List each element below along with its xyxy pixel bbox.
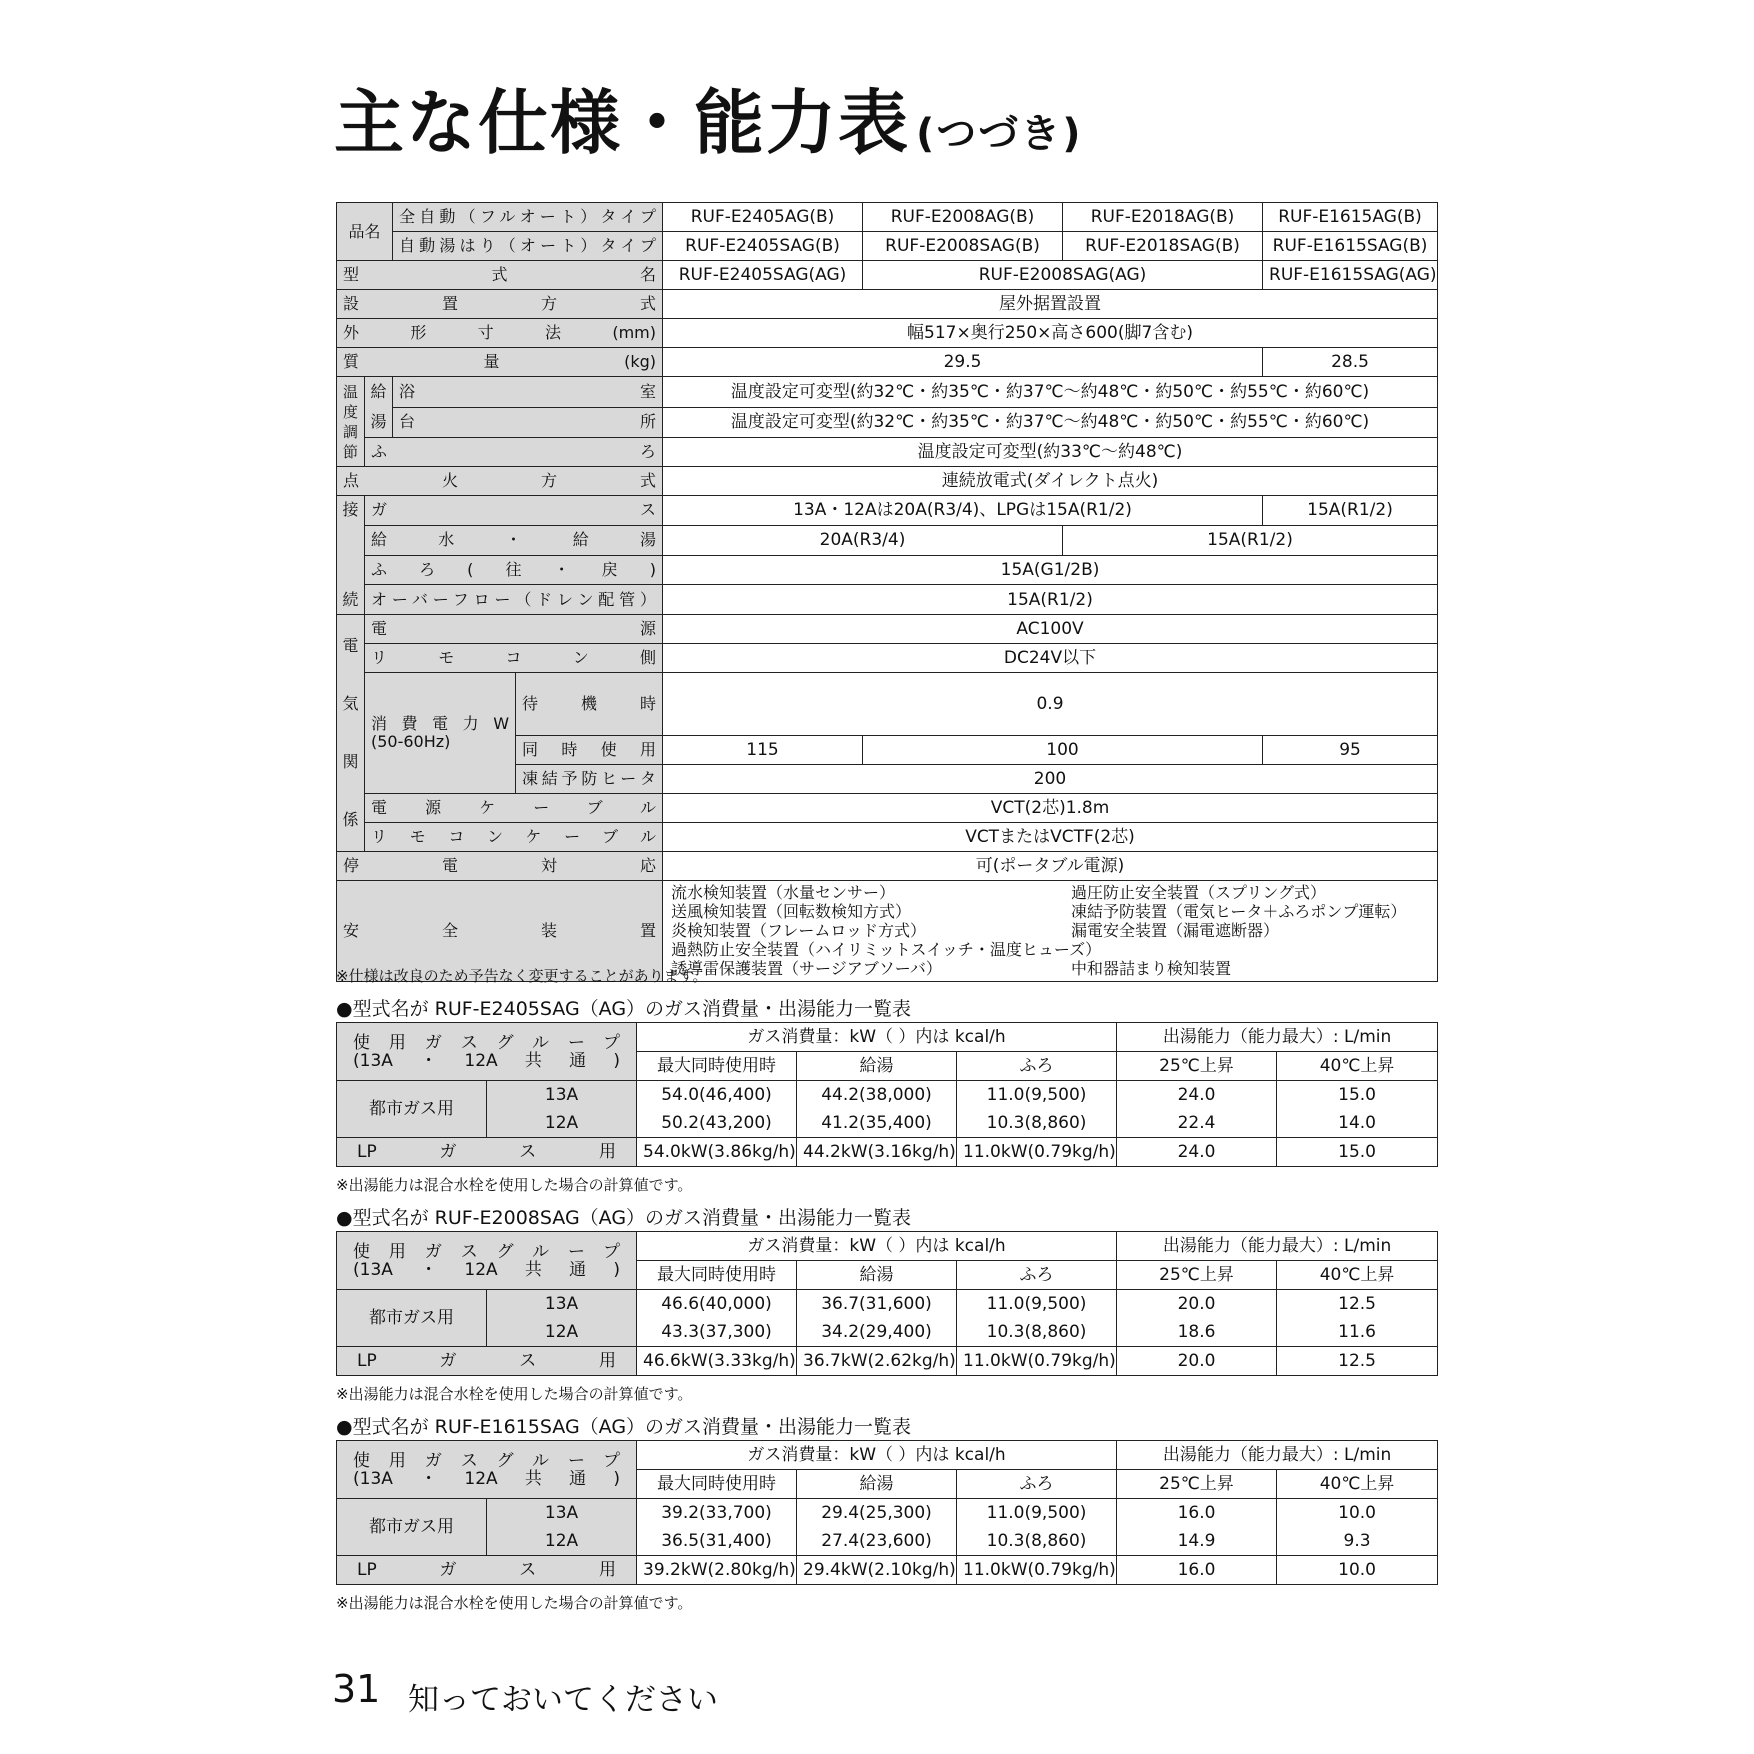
- safety-devices: [663, 881, 1438, 982]
- type-value: RUF-E2008SAG(AG): [863, 261, 1263, 290]
- gas-type: 13A: [487, 1081, 637, 1110]
- lp-gas-label: LPガス用: [337, 1556, 637, 1585]
- table-cell: 11.0(9,500): [957, 1081, 1117, 1110]
- furo-pipe-value: 15A(G1/2B): [663, 555, 1438, 585]
- safety-item: 流水検知装置（水量センサー）: [671, 883, 896, 902]
- spec-table: [336, 202, 1438, 982]
- col-kyuto-header: 給湯: [797, 1052, 957, 1081]
- water-conn-value: 20A(R3/4): [663, 525, 1063, 555]
- table-cell: 10.0: [1277, 1499, 1438, 1528]
- gas-conn-value: 13A・12Aは20A(R3/4)、LPGは15A(R1/2): [663, 496, 1263, 526]
- page-title-sub: (つづき): [916, 111, 1083, 157]
- table-cell: 34.2(29,400): [797, 1318, 957, 1347]
- city-gas-label: 都市ガス用: [337, 1081, 487, 1138]
- table-cell: 43.3(37,300): [637, 1318, 797, 1347]
- model-cell: RUF-E2018SAG(B): [1063, 232, 1263, 261]
- consumption-header: ガス消費量：kW（ ）内は kcal/h: [637, 1023, 1117, 1052]
- mass-value: 29.5: [663, 348, 1263, 377]
- water-conn-label: 給水・給湯: [365, 525, 663, 555]
- model-cell: RUF-E2405AG(B): [663, 203, 863, 232]
- hinmei-label: 品名: [337, 203, 393, 261]
- safety-item: 誘導雷保護装置（サージアブソーバ）: [671, 959, 942, 978]
- safety-item: 送風検知装置（回転数検知方式）: [671, 902, 912, 921]
- table-cell: 36.7kW(2.62kg/h): [797, 1347, 957, 1376]
- table-cell: 11.6: [1277, 1318, 1438, 1347]
- section-label: 知っておいてください: [408, 1682, 718, 1718]
- col-furo-header: ふろ: [957, 1261, 1117, 1290]
- gas-type: 12A: [487, 1527, 637, 1556]
- model-cell: RUF-E2008SAG(B): [863, 232, 1063, 261]
- col-max-header: 最大同時使用時: [637, 1052, 797, 1081]
- table-cell: 50.2(43,200): [637, 1109, 797, 1138]
- table-cell: 15.0: [1277, 1138, 1438, 1167]
- table-cell: 11.0(9,500): [957, 1290, 1117, 1319]
- col-25-header: 25℃上昇: [1117, 1470, 1277, 1499]
- gas-group-label: 使用ガスグループ (13A・12A共通): [337, 1232, 637, 1290]
- table-cell: 20.0: [1117, 1347, 1277, 1376]
- col-40-header: 40℃上昇: [1277, 1052, 1438, 1081]
- col-40-header: 40℃上昇: [1277, 1470, 1438, 1499]
- gas-type: 12A: [487, 1109, 637, 1138]
- model-cell: RUF-E2008AG(B): [863, 203, 1063, 232]
- table-cell: 54.0kW(3.86kg/h): [637, 1138, 797, 1167]
- table-cell: 16.0: [1117, 1556, 1277, 1585]
- gas-table: [336, 1022, 1438, 1167]
- table-cell: 11.0kW(0.79kg/h): [957, 1347, 1117, 1376]
- ignition-label: 点火方式: [337, 467, 663, 496]
- connection-group-label: 接 続: [337, 496, 365, 615]
- table-cell: 11.0(9,500): [957, 1499, 1117, 1528]
- capacity-header: 出湯能力（能力最大）: L/min: [1117, 1232, 1438, 1261]
- simul-label: 同時使用: [516, 736, 663, 765]
- table-cell: 14.9: [1117, 1527, 1277, 1556]
- outage-label: 停電対応: [337, 852, 663, 881]
- col-max-header: 最大同時使用時: [637, 1261, 797, 1290]
- table-cell: 9.3: [1277, 1527, 1438, 1556]
- col-furo-header: ふろ: [957, 1470, 1117, 1499]
- table-cell: 10.3(8,860): [957, 1318, 1117, 1347]
- col-furo-header: ふろ: [957, 1052, 1117, 1081]
- table-cell: 14.0: [1277, 1109, 1438, 1138]
- gas-table-note: ※出湯能力は混合水栓を使用した場合の計算値です。: [336, 1385, 693, 1403]
- col-kyuto-header: 給湯: [797, 1261, 957, 1290]
- power-label: 電源: [365, 615, 663, 644]
- gas-table-note: ※出湯能力は混合水栓を使用した場合の計算値です。: [336, 1176, 693, 1194]
- table-cell: 46.6kW(3.33kg/h): [637, 1347, 797, 1376]
- cable-label: 電源ケーブル: [365, 794, 663, 823]
- safety-item: 漏電安全装置（漏電遮断器）: [1071, 921, 1280, 940]
- outage-value: 可(ポータブル電源): [663, 852, 1438, 881]
- safety-item: 炎検知装置（フレームロッド方式）: [671, 921, 927, 940]
- dimension-value: 幅517×奥行250×高さ600(脚7含む): [663, 319, 1438, 348]
- gas-table-heading: ●型式名が RUF-E2008SAG（AG）のガス消費量・出湯能力一覧表: [336, 1207, 912, 1229]
- simul-value: 100: [863, 736, 1263, 765]
- safety-item: 凍結予防装置（電気ヒータ＋ふろポンプ運転）: [1071, 902, 1407, 921]
- table-cell: 27.4(23,600): [797, 1527, 957, 1556]
- table-cell: 10.0: [1277, 1556, 1438, 1585]
- auto-label: 自動湯はり（オート）タイプ: [393, 232, 663, 261]
- table-cell: 12.5: [1277, 1347, 1438, 1376]
- page-title: 主な仕様・能力表 (つづき): [334, 82, 1083, 164]
- table-cell: 15.0: [1277, 1081, 1438, 1110]
- capacity-header: 出湯能力（能力最大）: L/min: [1117, 1023, 1438, 1052]
- overflow-label: オーバーフロー（ドレン配管）: [365, 585, 663, 615]
- gas-table-note: ※出湯能力は混合水栓を使用した場合の計算値です。: [336, 1594, 693, 1612]
- lp-gas-label: LPガス用: [337, 1347, 637, 1376]
- gas-table: [336, 1231, 1438, 1376]
- safety-item: 中和器詰まり検知装置: [1071, 959, 1232, 978]
- kitchen-label: 台所: [393, 407, 663, 438]
- col-25-header: 25℃上昇: [1117, 1052, 1277, 1081]
- freeze-heater-label: 凍結予防ヒータ: [516, 765, 663, 794]
- model-cell: RUF-E1615AG(B): [1263, 203, 1438, 232]
- col-max-header: 最大同時使用時: [637, 1470, 797, 1499]
- model-cell: RUF-E2018AG(B): [1063, 203, 1263, 232]
- kyuto-label: 給湯: [365, 377, 393, 438]
- electric-group-label: 電 気 関 係: [337, 615, 365, 852]
- gas-conn-label: ガス: [365, 496, 663, 526]
- mass-label: 質量(kg): [337, 348, 663, 377]
- type-value: RUF-E2405SAG(AG): [663, 261, 863, 290]
- capacity-header: 出湯能力（能力最大）: L/min: [1117, 1441, 1438, 1470]
- gas-group-label: 使用ガスグループ (13A・12A共通): [337, 1023, 637, 1081]
- table-cell: 36.7(31,600): [797, 1290, 957, 1319]
- furo-temp-label: ふろ: [365, 438, 663, 467]
- ignition-value: 連続放電式(ダイレクト点火): [663, 467, 1438, 496]
- table-cell: 10.3(8,860): [957, 1527, 1117, 1556]
- remocon-label: リモコン側: [365, 644, 663, 673]
- table-cell: 16.0: [1117, 1499, 1277, 1528]
- simul-value: 115: [663, 736, 863, 765]
- install-value: 屋外据置設置: [663, 290, 1438, 319]
- table-cell: 11.0kW(0.79kg/h): [957, 1556, 1117, 1585]
- table-cell: 18.6: [1117, 1318, 1277, 1347]
- remocon-cable-label: リモコンケーブル: [365, 823, 663, 852]
- standby-value: 0.9: [663, 673, 1438, 736]
- gas-group-label: 使用ガスグループ (13A・12A共通): [337, 1441, 637, 1499]
- spec-note: ※仕様は改良のため予告なく変更することがあります。: [336, 967, 708, 985]
- table-cell: 11.0kW(0.79kg/h): [957, 1138, 1117, 1167]
- table-cell: 41.2(35,400): [797, 1109, 957, 1138]
- consumption-header: ガス消費量：kW（ ）内は kcal/h: [637, 1232, 1117, 1261]
- simul-value: 95: [1263, 736, 1438, 765]
- gas-table-heading: ●型式名が RUF-E2405SAG（AG）のガス消費量・出湯能力一覧表: [336, 998, 912, 1020]
- table-cell: 46.6(40,000): [637, 1290, 797, 1319]
- gas-type: 12A: [487, 1318, 637, 1347]
- cable-value: VCT(2芯)1.8m: [663, 794, 1438, 823]
- table-cell: 29.4kW(2.10kg/h): [797, 1556, 957, 1585]
- power-value: AC100V: [663, 615, 1438, 644]
- water-conn-value: 15A(R1/2): [1063, 525, 1438, 555]
- gas-table: [336, 1440, 1438, 1585]
- table-cell: 12.5: [1277, 1290, 1438, 1319]
- gas-table-heading: ●型式名が RUF-E1615SAG（AG）のガス消費量・出湯能力一覧表: [336, 1416, 912, 1438]
- city-gas-label: 都市ガス用: [337, 1290, 487, 1347]
- freeze-heater-value: 200: [663, 765, 1438, 794]
- table-cell: 39.2kW(2.80kg/h): [637, 1556, 797, 1585]
- lp-gas-label: LPガス用: [337, 1138, 637, 1167]
- table-cell: 36.5(31,400): [637, 1527, 797, 1556]
- table-cell: 44.2(38,000): [797, 1081, 957, 1110]
- overflow-value: 15A(R1/2): [663, 585, 1438, 615]
- consumption-label: 消費電力W (50-60Hz): [365, 673, 516, 794]
- gas-type: 13A: [487, 1499, 637, 1528]
- table-cell: 44.2kW(3.16kg/h): [797, 1138, 957, 1167]
- col-40-header: 40℃上昇: [1277, 1261, 1438, 1290]
- consumption-header: ガス消費量：kW（ ）内は kcal/h: [637, 1441, 1117, 1470]
- mass-value: 28.5: [1263, 348, 1438, 377]
- safety-label: 安全装置: [337, 881, 663, 982]
- temp-group-label: 温度調節: [337, 377, 365, 467]
- type-value: RUF-E1615SAG(AG): [1263, 261, 1438, 290]
- furo-temp-value: 温度設定可変型(約33℃～約48℃): [663, 438, 1438, 467]
- install-label: 設置方式: [337, 290, 663, 319]
- safety-item: 過圧防止安全装置（スプリング式）: [1071, 883, 1327, 902]
- table-cell: 24.0: [1117, 1081, 1277, 1110]
- model-cell: RUF-E1615SAG(B): [1263, 232, 1438, 261]
- remocon-value: DC24V以下: [663, 644, 1438, 673]
- model-cell: RUF-E2405SAG(B): [663, 232, 863, 261]
- table-cell: 22.4: [1117, 1109, 1277, 1138]
- table-cell: 24.0: [1117, 1138, 1277, 1167]
- kitchen-value: 温度設定可変型(約32℃・約35℃・約37℃～約48℃・約50℃・約55℃・約60℃): [663, 407, 1438, 438]
- furo-pipe-label: ふろ(往・戻): [365, 555, 663, 585]
- table-cell: 20.0: [1117, 1290, 1277, 1319]
- table-cell: 54.0(46,400): [637, 1081, 797, 1110]
- gas-type: 13A: [487, 1290, 637, 1319]
- col-25-header: 25℃上昇: [1117, 1261, 1277, 1290]
- city-gas-label: 都市ガス用: [337, 1499, 487, 1556]
- table-cell: 39.2(33,700): [637, 1499, 797, 1528]
- bath-label: 浴室: [393, 377, 663, 408]
- bath-value: 温度設定可変型(約32℃・約35℃・約37℃～約48℃・約50℃・約55℃・約60℃): [663, 377, 1438, 408]
- safety-item: 過熱防止安全装置（ハイリミットスイッチ・温度ヒューズ）: [671, 940, 1102, 959]
- dimension-label: 外形寸法(mm): [337, 319, 663, 348]
- table-cell: 29.4(25,300): [797, 1499, 957, 1528]
- page-number: 31: [332, 1667, 381, 1711]
- col-kyuto-header: 給湯: [797, 1470, 957, 1499]
- gas-conn-value: 15A(R1/2): [1263, 496, 1438, 526]
- table-cell: 10.3(8,860): [957, 1109, 1117, 1138]
- type-label: 型式名: [337, 261, 663, 290]
- full-auto-label: 全自動（フルオート）タイプ: [393, 203, 663, 232]
- standby-label: 待機時: [516, 673, 663, 736]
- remocon-cable-value: VCTまたはVCTF(2芯): [663, 823, 1438, 852]
